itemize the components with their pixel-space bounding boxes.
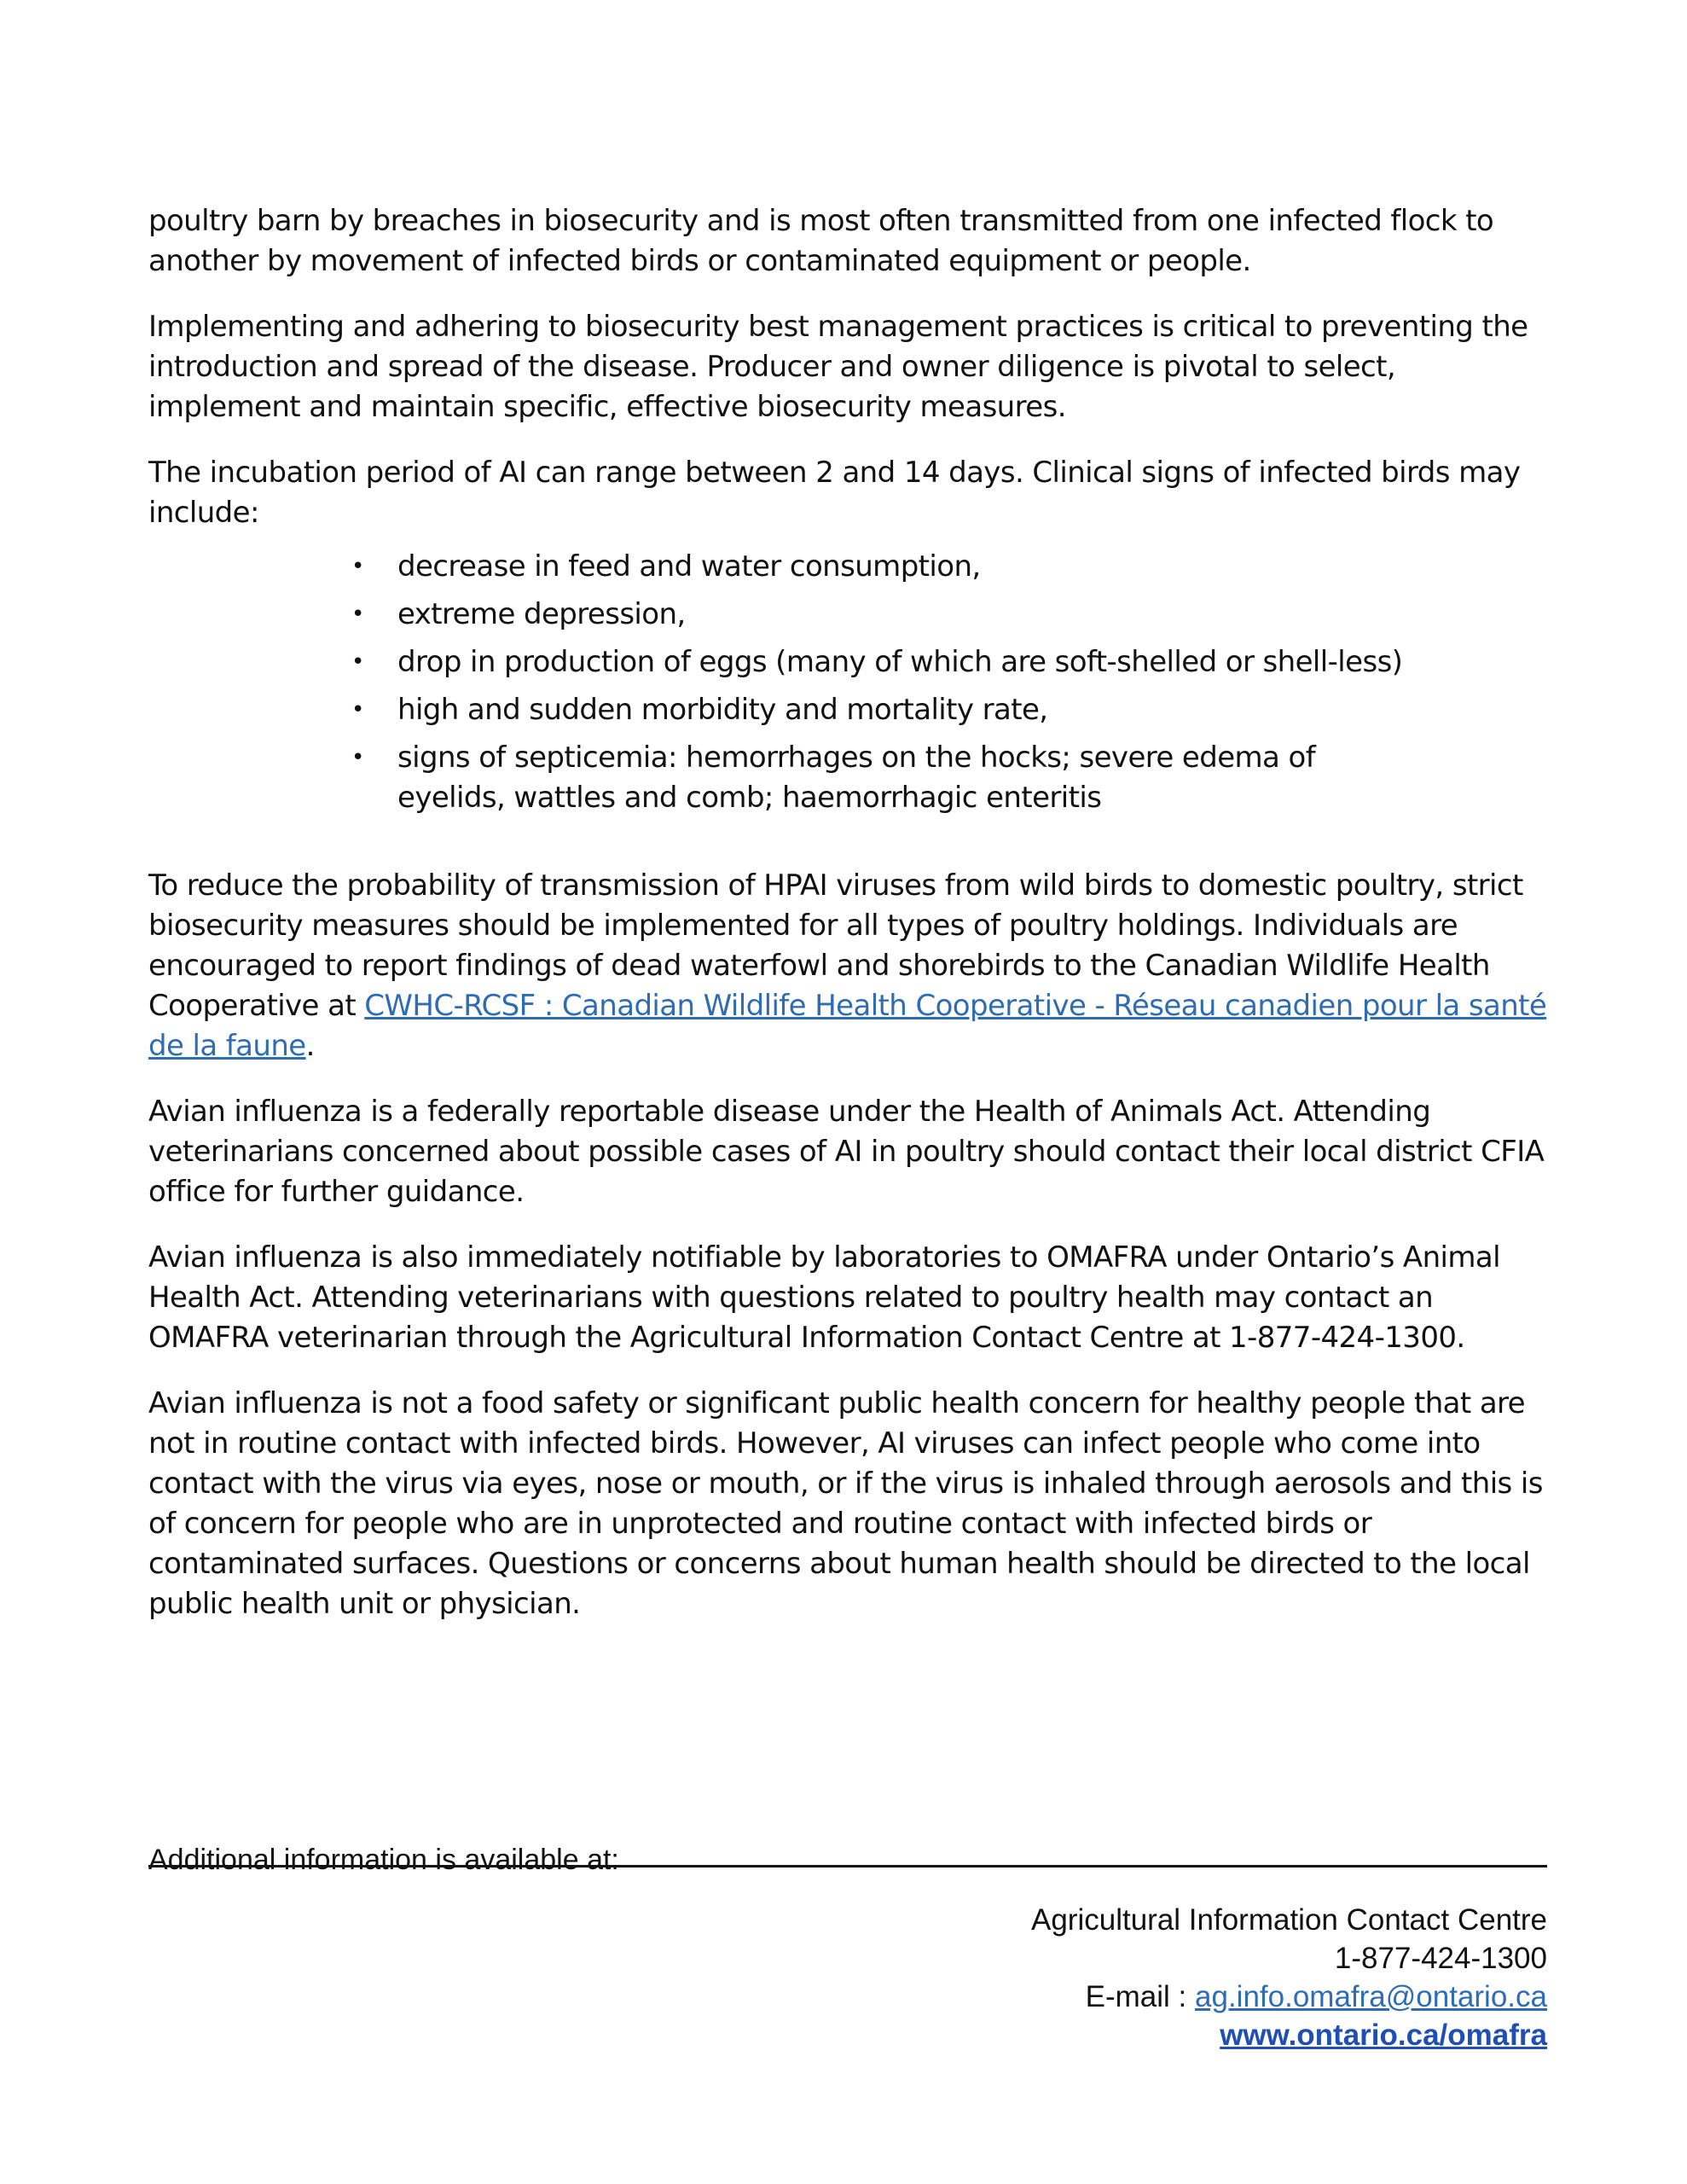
clinical-signs-list — [148, 547, 1547, 818]
list-item-text: signs of septicemia: hemorrhages on the hocks; severe edema of eyelids, wattles and comb; haemorrhagic enteritis — [397, 741, 1316, 815]
list-item-text: drop in production of eggs (many of which are soft-shelled or shell-less) — [397, 645, 1403, 679]
paragraph-omafra-notifiable: Avian influenza is also immediately notifiable by laboratories to OMAFRA under Ontario’s Animal Health Act. Attending veterinarians with questions related to poultry health may contact an OMAFRA veterinarian through the Agricultural Information Contact Centre at 1-877-424-1300. — [148, 1240, 1500, 1355]
divider — [148, 1865, 1547, 1867]
bullet-icon: • — [351, 601, 364, 627]
paragraph-text: To reduce the probability of transmission of HPAI viruses from wild birds to domestic poultry, strict biosecurity measures should be implemented for all types of poultry holdings. Individuals are encouraged to report findings of dead waterfowl and shorebirds to the Canadian Wildlife Health Cooperative at — [148, 868, 1523, 1023]
paragraph-wildlife-reporting — [148, 866, 1547, 1066]
email-separator: : — [1169, 1980, 1196, 2013]
paragraph-incubation: The incubation period of AI can range between 2 and 14 days. Clinical signs of infected birds may include: — [148, 456, 1521, 530]
paragraph-punctuation: . — [305, 1029, 315, 1063]
email-label: E-mail — [1085, 1980, 1170, 2013]
bullet-icon: • — [351, 554, 364, 579]
paragraph-biosecurity: Implementing and adhering to biosecurity best management practices is critical to preventing the introduction and spread of the disease. Producer and owner diligence is pivotal to select, implement and maintain specific, effective biosecurity measures. — [148, 310, 1528, 424]
list-item — [351, 690, 1547, 730]
cwhc-link[interactable]: CWHC-RCSF : Canadian Wildlife Health Cooperative - Réseau canadien pour la santé de la faune — [148, 989, 1547, 1063]
paragraph-federal-reportable: Avian influenza is a federally reportable disease under the Health of Animals Act. Attending veterinarians concerned about possible cases of AI in poultry should contact their local district CFIA office for further guidance. — [148, 1095, 1545, 1209]
additional-info-label: Additional information is available at: — [148, 1844, 619, 1876]
email-link[interactable]: ag.info.omafra@ontario.ca — [1195, 1980, 1547, 2013]
bullet-icon: • — [351, 649, 364, 675]
document-body — [148, 201, 1547, 1650]
additional-info-line — [148, 1841, 1547, 1879]
contact-email-row — [780, 1978, 1547, 2016]
bullet-icon: • — [351, 745, 364, 770]
list-item — [351, 738, 1353, 818]
paragraph-public-health: Avian influenza is not a food safety or significant public health concern for healthy people that are not in routine contact with infected birds. However, AI viruses can infect people who come into contact with the virus via eyes, nose or mouth, or if the virus is inhaled through aerosols and this is of concern for people who are in unprotected and routine contact with infected birds or contaminated surfaces. Questions or concerns about human health should be directed to the local public health unit or physician. — [148, 1386, 1543, 1621]
website-link[interactable]: www.ontario.ca/omafra — [1220, 2018, 1547, 2052]
list-item — [351, 595, 1547, 635]
contact-phone: 1-877-424-1300 — [1334, 1942, 1547, 1975]
paragraph-transmission: poultry barn by breaches in biosecurity and is most often transmitted from one infected flock to another by movement of infected birds or contaminated equipment or people. — [148, 204, 1494, 278]
list-item-text: decrease in feed and water consumption, — [397, 549, 981, 584]
list-item-text: extreme depression, — [397, 597, 686, 631]
list-item-text: high and sudden morbidity and mortality rate, — [397, 693, 1048, 727]
bullet-icon: • — [351, 697, 364, 723]
contact-block — [780, 1901, 1547, 2054]
contact-centre-name: Agricultural Information Contact Centre — [1031, 1903, 1547, 1937]
list-item — [351, 642, 1547, 682]
list-item — [351, 547, 1547, 587]
